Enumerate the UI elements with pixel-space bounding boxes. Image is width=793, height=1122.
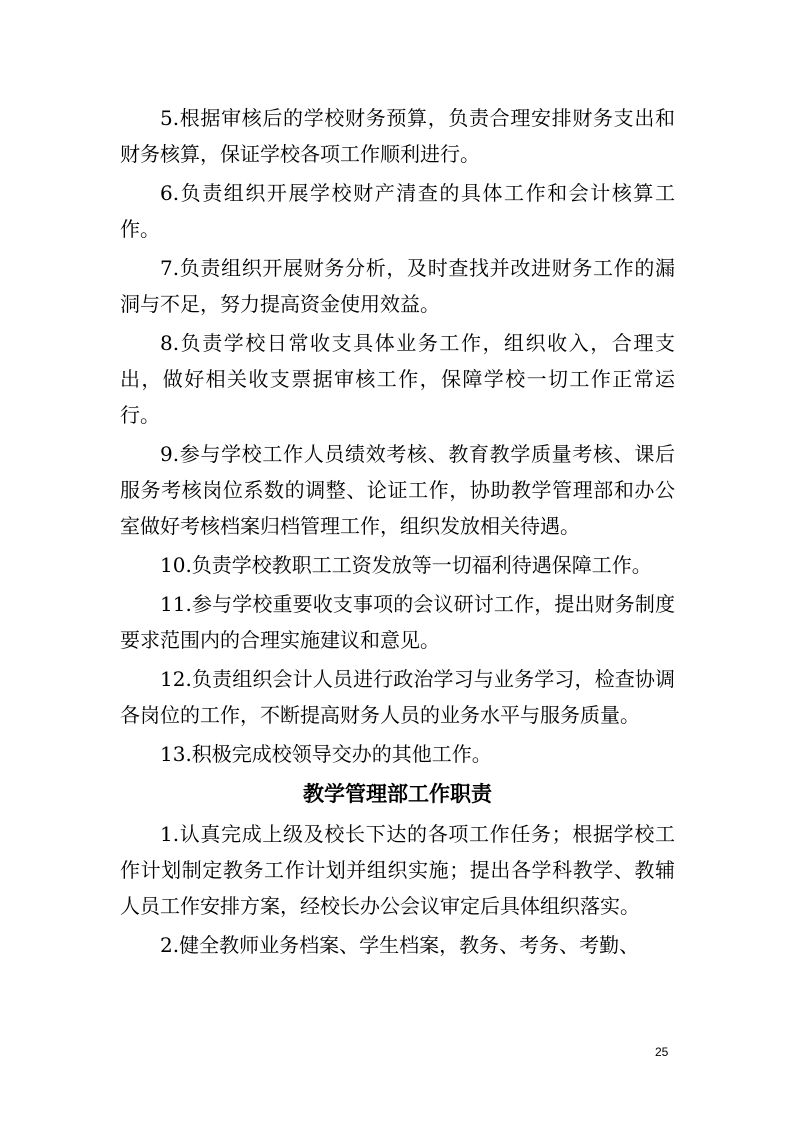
paragraph-item-2: 2.健全教师业务档案、学生档案，教务、考务、考勤、 [160, 933, 640, 957]
paragraph-item-7: 7.负责组织开展财务分析，及时查找并改进财务工作的漏洞与不足，努力提高资金使用效益。 [120, 256, 675, 316]
paragraph-item-1: 1.认真完成上级及校长下达的各项工作任务；根据学校工作计划制定教务工作计划并组织实施；提出各学科教学、教辅人员工作安排方案，经校长办公会议审定后具体组织落实。 [120, 822, 675, 918]
paragraph-item-9: 9.参与学校工作人员绩效考核、教育教学质量考核、课后服务考核岗位系数的调整、论证工作，协助教学管理部和办公室做好考核档案归档管理工作，组织发放相关待遇。 [120, 442, 675, 538]
body-text [120, 100, 675, 966]
paragraph-item-8: 8.负责学校日常收支具体业务工作，组织收入，合理支出，做好相关收支票据审核工作，保障学校一切工作正常运行。 [120, 331, 675, 427]
paragraph-item-12: 12.负责组织会计人员进行政治学习与业务学习，检查协调各岗位的工作，不断提高财务人员的业务水平与服务质量。 [120, 667, 675, 727]
page-number: 25 [655, 1045, 669, 1059]
section-heading: 教学管理部工作职责 [303, 782, 492, 806]
paragraph-item-11: 11.参与学校重要收支事项的会议研讨工作，提出财务制度要求范围内的合理实施建议和意见。 [120, 592, 675, 652]
paragraph-item-6: 6.负责组织开展学校财产清查的具体工作和会计核算工作。 [120, 181, 675, 241]
paragraph-item-13: 13.积极完成校领导交办的其他工作。 [160, 742, 492, 766]
paragraph-item-10: 10.负责学校教职工工资发放等一切福利待遇保障工作。 [160, 553, 652, 577]
paragraph-item-5: 5.根据审核后的学校财务预算，负责合理安排财务支出和财务核算，保证学校各项工作顺利进行。 [120, 106, 675, 166]
